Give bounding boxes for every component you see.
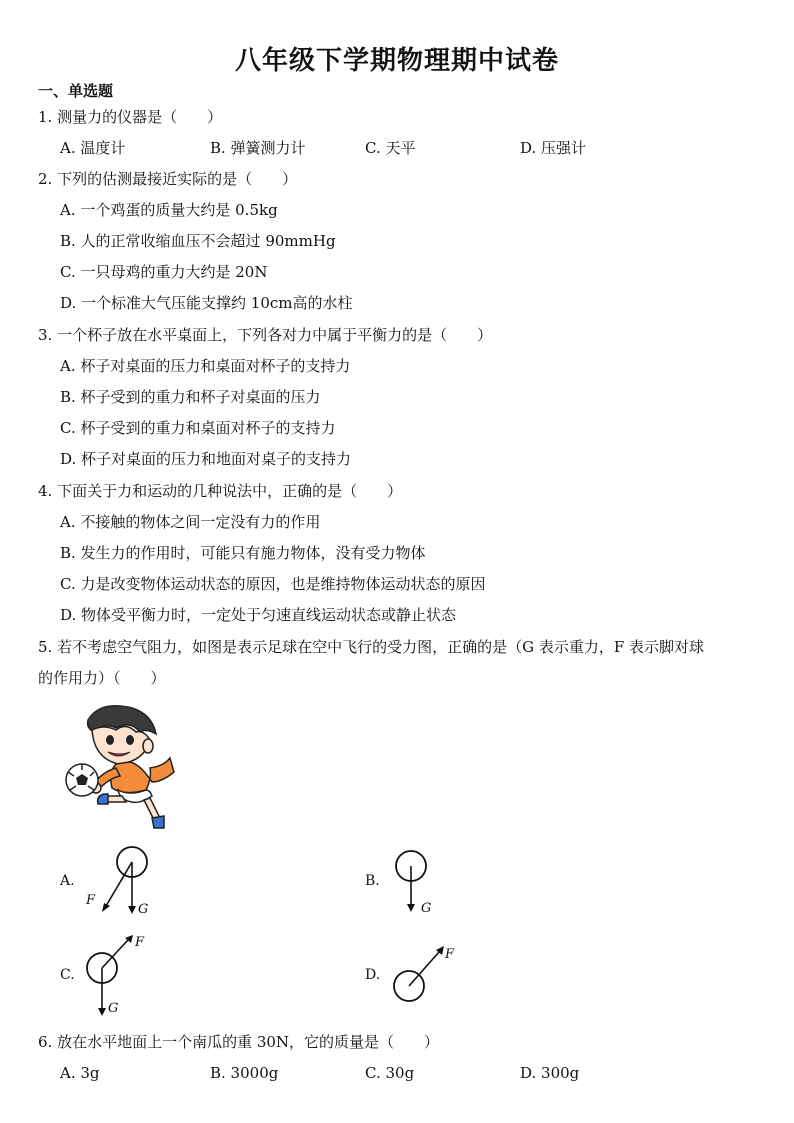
q1-option-d[interactable]: D. 压强计: [520, 139, 587, 157]
q2-option-b[interactable]: B. 人的正常收缩血压不会超过 90mmHg: [60, 232, 336, 250]
q5-a-force-g: G: [138, 902, 149, 917]
question-5-stem-line-1: 5. 若不考虑空气阻力，如图是表示足球在空中飞行的受力图，正确的是（G 表示重力，F 表示脚对球: [38, 638, 705, 656]
q5-option-d-label[interactable]: D.: [365, 967, 381, 983]
q5-c-force-g: G: [108, 1001, 119, 1016]
q3-option-c[interactable]: C. 杯子受到的重力和桌面对杯子的支持力: [60, 419, 336, 437]
q6-option-d[interactable]: D. 300g: [520, 1064, 580, 1082]
q5-option-a-diagram[interactable]: [80, 842, 170, 922]
q2-option-c[interactable]: C. 一只母鸡的重力大约是 20N: [60, 263, 268, 281]
q5-option-b-label[interactable]: B.: [365, 873, 380, 889]
q3-option-a[interactable]: A. 杯子对桌面的压力和桌面对杯子的支持力: [60, 357, 351, 375]
page-title: 八年级下学期物理期中试卷: [234, 46, 559, 76]
q1-option-a[interactable]: A. 温度计: [60, 139, 126, 157]
soccer-player-illustration: [60, 698, 180, 833]
q5-option-a-label[interactable]: A.: [60, 873, 75, 889]
q5-option-c-diagram[interactable]: [80, 926, 170, 1022]
q5-option-c-label[interactable]: C.: [60, 967, 75, 983]
q5-option-b-diagram[interactable]: [385, 842, 455, 922]
question-6-stem: 6. 放在水平地面上一个南瓜的重 30N，它的质量是（ ）: [38, 1033, 440, 1051]
q3-option-d[interactable]: D. 杯子对桌面的压力和地面对桌子的支持力: [60, 450, 352, 468]
q6-option-a[interactable]: A. 3g: [60, 1064, 100, 1082]
q4-option-b[interactable]: B. 发生力的作用时，可能只有施力物体，没有受力物体: [60, 544, 426, 562]
q4-option-c[interactable]: C. 力是改变物体运动状态的原因，也是维持物体运动状态的原因: [60, 575, 486, 593]
question-1-stem: 1. 测量力的仪器是（ ）: [38, 108, 223, 126]
q5-a-force-f: F: [86, 893, 96, 908]
q2-option-d[interactable]: D. 一个标准大气压能支撑约 10cm高的水柱: [60, 294, 353, 312]
q1-option-b[interactable]: B. 弹簧测力计: [210, 139, 306, 157]
q6-option-c[interactable]: C. 30g: [365, 1064, 415, 1082]
q5-d-force-f: F: [445, 947, 455, 962]
q1-option-c[interactable]: C. 天平: [365, 139, 416, 157]
q6-option-b[interactable]: B. 3000g: [210, 1064, 279, 1082]
q3-option-b[interactable]: B. 杯子受到的重力和杯子对桌面的压力: [60, 388, 321, 406]
q4-option-a[interactable]: A. 不接触的物体之间一定没有力的作用: [60, 513, 321, 531]
question-2-stem: 2. 下列的估测最接近实际的是（ ）: [38, 170, 298, 188]
question-3-stem: 3. 一个杯子放在水平桌面上，下列各对力中属于平衡力的是（ ）: [38, 326, 493, 344]
q5-c-force-f: F: [135, 935, 145, 950]
section-heading: 一、单选题: [38, 82, 114, 100]
q5-option-d-diagram[interactable]: [385, 940, 465, 1010]
question-4-stem: 4. 下面关于力和运动的几种说法中，正确的是（ ）: [38, 482, 403, 500]
q4-option-d[interactable]: D. 物体受平衡力时，一定处于匀速直线运动状态或静止状态: [60, 606, 457, 624]
q5-b-force-g: G: [421, 901, 432, 916]
question-5-stem-line-2: 的作用力）（ ）: [38, 669, 166, 687]
q2-option-a[interactable]: A. 一个鸡蛋的质量大约是 0.5kg: [60, 201, 278, 219]
